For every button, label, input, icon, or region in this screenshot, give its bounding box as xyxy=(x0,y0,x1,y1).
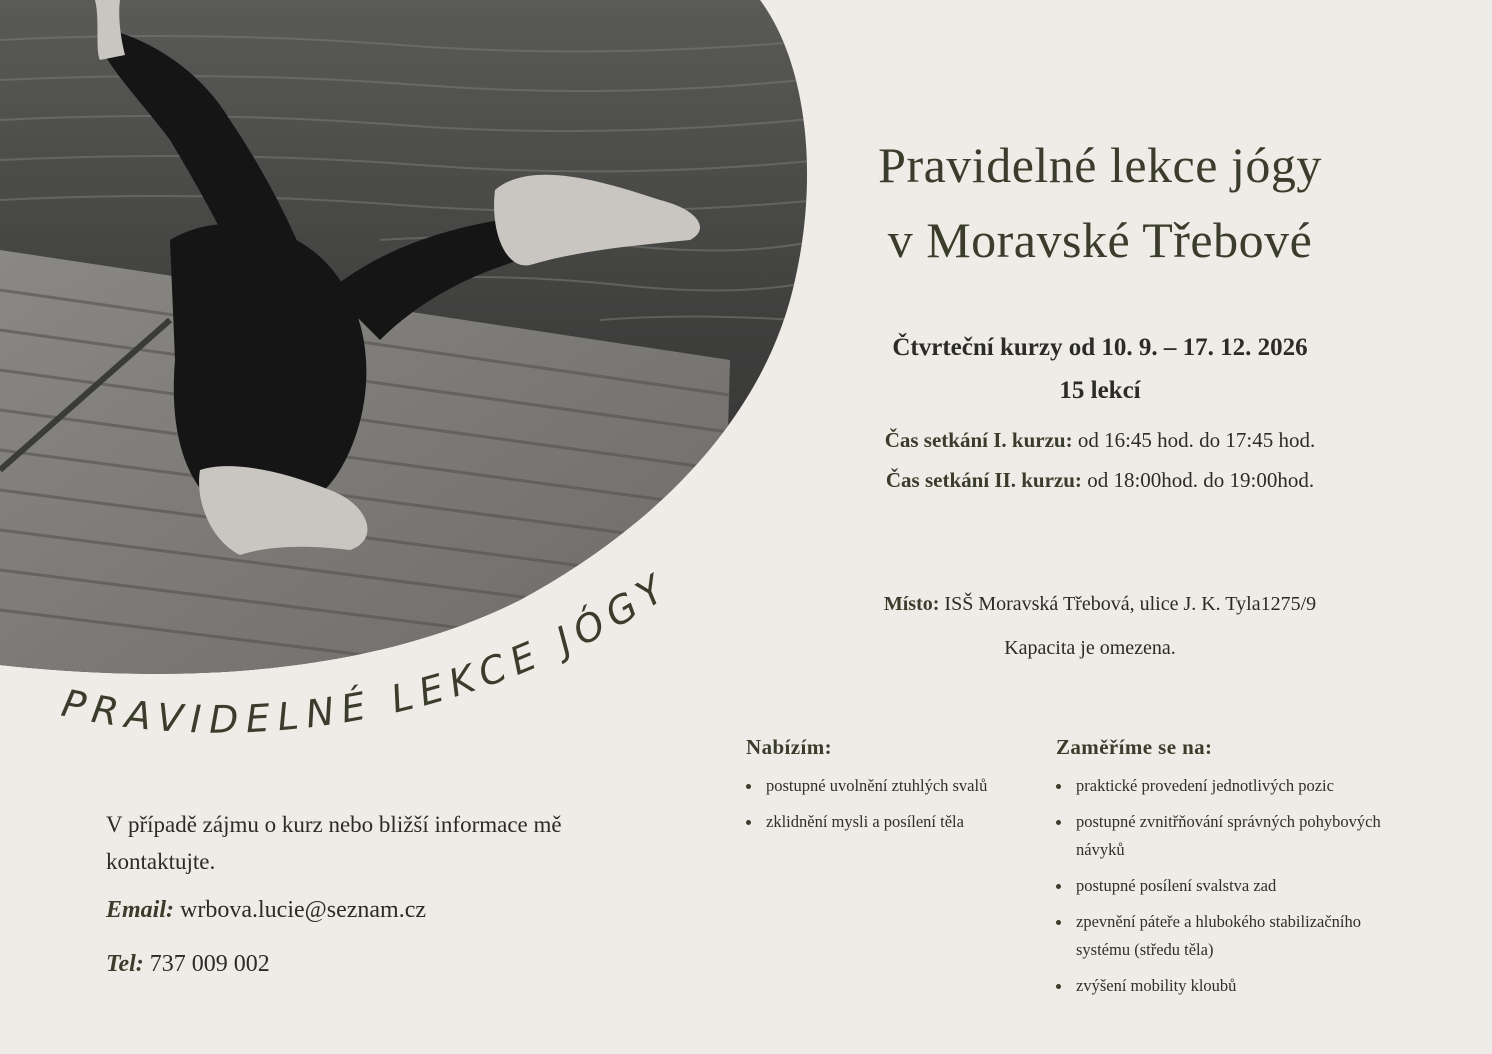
bullet-icon xyxy=(1056,784,1061,789)
place-value: ISŠ Moravská Třebová, ulice J. K. Tyla1275/9 xyxy=(939,593,1317,615)
bullet-icon xyxy=(1056,820,1061,825)
course2-time xyxy=(820,468,1380,493)
email-link[interactable]: wrbova.lucie@seznam.cz xyxy=(174,897,427,923)
list-item: postupné uvolnění ztuhlých svalů xyxy=(746,772,1046,800)
place-label: Místo: xyxy=(883,593,940,615)
svg-text:PRAVIDELNÉ LEKCE JÓGY xyxy=(58,563,679,742)
curved-heading-text: PRAVIDELNÉ LEKCE JÓGY xyxy=(58,562,679,742)
offer-section xyxy=(746,735,1046,844)
list-item: postupné posílení svalstva zad xyxy=(1056,872,1386,900)
bullet-icon xyxy=(1056,984,1061,989)
place xyxy=(820,593,1380,616)
course2-time-value: od 18:00hod. do 19:00hod. xyxy=(1081,468,1315,492)
bullet-icon xyxy=(746,820,751,825)
phone-link[interactable]: 737 009 002 xyxy=(143,951,270,977)
bullet-icon xyxy=(1056,884,1061,889)
list-item: postupné zvnitřňování správných pohybových návyků xyxy=(1056,808,1386,864)
lesson-count: 15 lekcí xyxy=(1059,377,1141,404)
list-item: zvýšení mobility kloubů xyxy=(1056,972,1386,1000)
email-row xyxy=(106,897,426,924)
phone-row xyxy=(106,951,270,978)
email-label: Email: xyxy=(106,897,175,923)
list-item: zpevnění páteře a hlubokého stabilizačního systému (středu těla) xyxy=(1056,908,1386,964)
title-line-1: Pravidelné lekce jógy xyxy=(878,137,1322,193)
focus-section xyxy=(1056,735,1386,1008)
course1-time-value: od 16:45 hod. do 17:45 hod. xyxy=(1072,428,1316,452)
page-title xyxy=(820,128,1380,278)
course2-label: Čas setkání II. kurzu: xyxy=(885,468,1082,492)
course-dates: Čtvrteční kurzy od 10. 9. – 17. 12. 2026 xyxy=(892,334,1308,361)
bullet-icon xyxy=(746,784,751,789)
list-item: praktické provedení jednotlivých pozic xyxy=(1056,772,1386,800)
list-item: zklidnění mysli a posílení těla xyxy=(746,808,1046,836)
focus-heading: Zaměříme se na: xyxy=(1056,735,1213,759)
bullet-icon xyxy=(1056,920,1061,925)
capacity-note: Kapacita je omezena. xyxy=(1004,637,1176,659)
course1-time xyxy=(820,428,1380,453)
contact-intro: V případě zájmu o kurz nebo bližší informace mě kontaktujte. xyxy=(106,812,562,874)
offer-heading: Nabízím: xyxy=(746,735,833,759)
phone-label: Tel: xyxy=(106,951,144,977)
title-line-2: v Moravské Třebové xyxy=(887,212,1313,268)
course1-label: Čas setkání I. kurzu: xyxy=(884,428,1073,452)
